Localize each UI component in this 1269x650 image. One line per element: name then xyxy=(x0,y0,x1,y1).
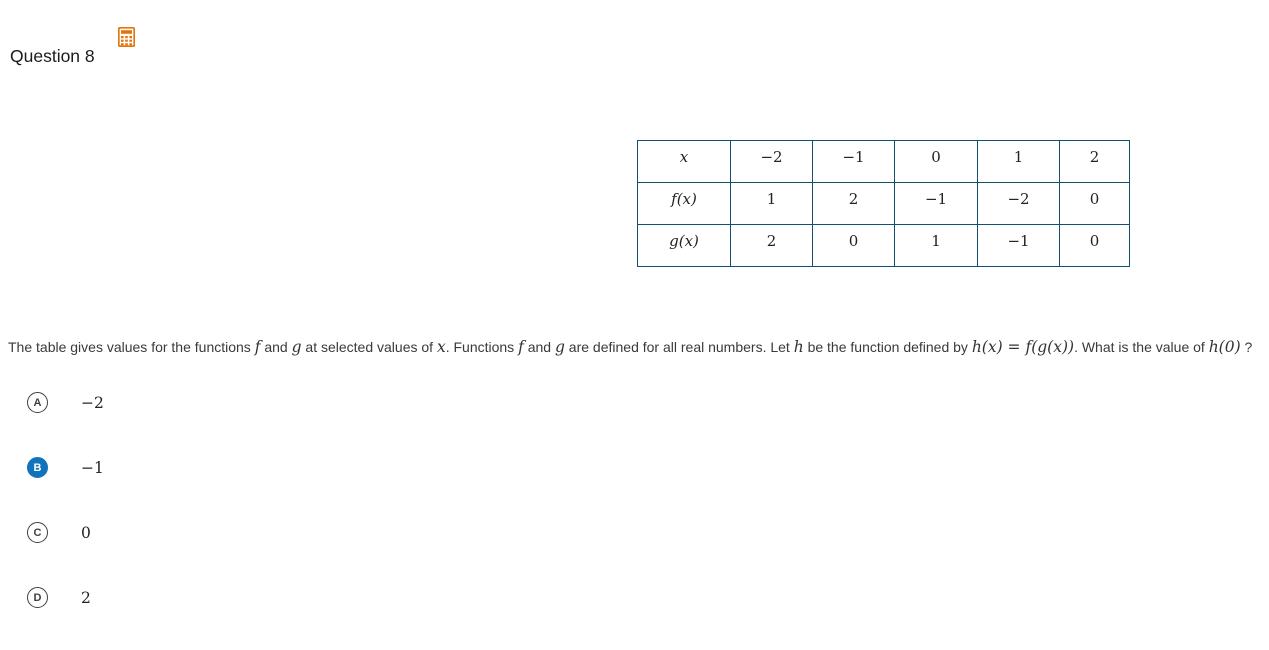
table-cell: 0 xyxy=(813,225,895,267)
table-row-f xyxy=(638,183,1130,225)
option-b-value: −1 xyxy=(81,458,104,477)
table-cell: −2 xyxy=(731,141,813,183)
row-label-x: x xyxy=(638,141,731,183)
table-cell: 0 xyxy=(1060,225,1130,267)
question-segment: are defined for all real numbers. Let xyxy=(564,339,794,355)
question-segment: and xyxy=(523,339,555,355)
table-cell: −1 xyxy=(813,141,895,183)
math-f: f xyxy=(518,338,524,356)
option-d-value: 2 xyxy=(81,588,91,607)
table-cell: −2 xyxy=(978,183,1060,225)
math-f: f xyxy=(254,338,261,356)
table-cell: 2 xyxy=(813,183,895,225)
table-row-g xyxy=(638,225,1130,267)
question-segment: and xyxy=(260,339,292,355)
table-cell: −1 xyxy=(978,225,1060,267)
math-h-composition: h(x) = f(g(x)) xyxy=(971,338,1075,356)
answer-option-a[interactable] xyxy=(27,392,104,413)
question-segment: ? xyxy=(1240,339,1253,355)
option-c-bubble[interactable]: C xyxy=(27,522,48,543)
question-segment: . Functions xyxy=(445,339,519,355)
table-cell: 1 xyxy=(731,183,813,225)
option-d-bubble[interactable]: D xyxy=(27,587,48,608)
question-segment: be the function defined by xyxy=(803,339,972,355)
table-row-x xyxy=(638,141,1130,183)
option-a-value: −2 xyxy=(81,393,104,412)
option-a-bubble[interactable]: A xyxy=(27,392,48,413)
page-title: Question 8 xyxy=(10,46,95,66)
answer-option-b[interactable] xyxy=(27,457,104,478)
table-cell: 0 xyxy=(1060,183,1130,225)
question-segment: The table gives values for the functions xyxy=(8,339,255,355)
question-segment: . What is the value of xyxy=(1074,339,1209,355)
answer-option-c[interactable] xyxy=(27,522,91,543)
question-text xyxy=(8,338,1269,356)
row-label-f: f(x) xyxy=(638,183,731,225)
function-values-table xyxy=(637,140,1130,267)
table-cell: 1 xyxy=(895,225,978,267)
math-x: x xyxy=(436,338,446,356)
question-segment: at selected values of xyxy=(301,339,437,355)
table-cell: −1 xyxy=(895,183,978,225)
option-c-value: 0 xyxy=(81,523,91,542)
table-cell: 2 xyxy=(731,225,813,267)
row-label-g: g(x) xyxy=(638,225,731,267)
math-h: h xyxy=(793,338,804,356)
table-cell: 1 xyxy=(978,141,1060,183)
table-cell: 2 xyxy=(1060,141,1130,183)
math-g: g xyxy=(291,338,302,356)
table-cell: 0 xyxy=(895,141,978,183)
math-h0: h(0) xyxy=(1208,338,1241,356)
math-g: g xyxy=(554,338,565,356)
calculator-icon xyxy=(118,27,135,47)
answer-option-d[interactable] xyxy=(27,587,91,608)
option-b-bubble[interactable]: B xyxy=(27,457,48,478)
